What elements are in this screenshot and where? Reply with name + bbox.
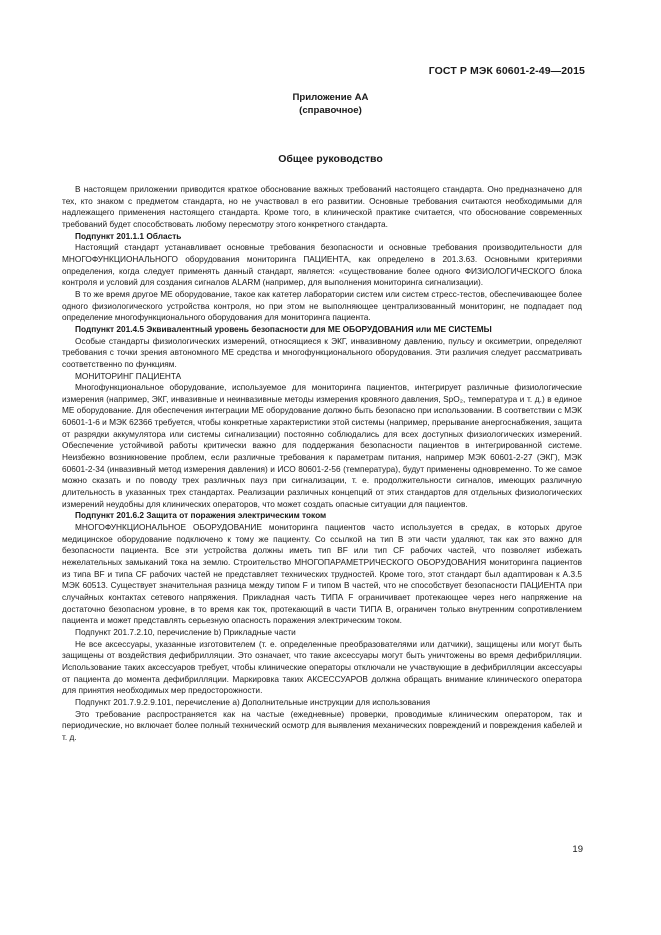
section-title: Общее руководство [278, 153, 383, 165]
standard-header: ГОСТ Р МЭК 60601-2-49—2015 [428, 65, 585, 77]
subclause-heading: Подпункт 201.6.2 Защита от поражения электрическим током [75, 510, 327, 521]
paragraph: Не все аксессуары, указанные изготовителем (т. е. определенные преобразователями или датчики), защищены или могут быть защищены от воздействия дефибрилляции. Это означает, что такие аксессуары могут быть уничтожены во время дефибрилляции. Использование таких аксессуаров требует, чтобы клинические операторы отключали не участвующие в дефибрилляции аксессуары от пациента до момента дефибрилляции. Маркировка таких АКСЕССУАРОВ должна обращать внимание клинического оператора для принятия необходимых мер предосторожности. [62, 638, 582, 696]
subheading: МОНИТОРИНГ ПАЦИЕНТА [75, 370, 182, 381]
paragraph: Это требование распространяется как на частые (ежедневные) проверки, проводимые клиническим оператором, так и периодические, но включает более полный технический осмотр для выявления механических повреждений и повреждения кабелей и т. д. [62, 708, 582, 742]
annex-title: Приложение АА [292, 92, 369, 103]
paragraph: Многофункциональное оборудование, используемое для мониторинга пациентов, интегрирует различные физиологические измерения (например, ЭКГ, инвазивные и неинвазивные методы измерения кровяного давления, SpO₂, температура и т. д.) в единое МЕ оборудование. Для обеспечения интеграции МЕ оборудование должно быть безопасно при использовании. В соответствии с МЭК 60601-1-6 и МЭК 62366 требуется, чтобы конкретные характеристики этой системы (например, прерывание анергоснабжения, защита от разрядки аккумулятора или системы сигнализации) постоянно соблюдались для всех доступных физиологических измерений. Обеспечение устойчивой работы критически важно для поддержания безопасности пациентов в интегрированной системе. Неизбежно возникновение проблем, если различные требования к параметрам питания, например МЭК 60601-2-27 (ЭКГ), МЭК 60601-2-34 (инвазивный метод измерения давления) и ИСО 80601-2-56 (температура), будут применены одновременно. То же самое можно сказать и по поводу трех различных пауз при сигнализации, т. е. продолжительности сигналов, имеющих различную длительность в указанных трех стандартах. Реализации различных концепций от этих стандартов для отдельных физиологических измерений неудобны для клинических операторов, что может создать опасные ситуации для пациентов. [62, 382, 582, 509]
paragraph: МНОГОФУНКЦИОНАЛЬНОЕ ОБОРУДОВАНИЕ мониторинга пациентов часто используется в средах, в которых другое медицинское оборудование подключено к тому же пациенту. Со ссылкой на тип В эти части удаляют, так как это важно для безопасности пациента. Все эти устройства должны иметь тип BF или тип CF рабочих частей, что позволяет избежать нежелательных замыканий тока на землю. Строительство МНОГОПАРАМЕТРИЧЕСКОГО ОБОРУДОВАНИЯ мониторинга пациентов из типа BF и типа CF рабочих частей не представляет технических трудностей. Кроме того, этот стандарт был адаптирован к А.3.5 МЭК 60513. Существует значительная разница между типом F и типом В частей, что не способствует безопасности ПАЦИЕНТА при случайных контактах сетевого напряжения. Прикладная часть ТИПА F ограничивает протекающее через него напряжение на достаточно безопасном уровне, в то время как ток, протекающий в части ТИПА В, ограничен только внутренним сопротивлением пациента и может представлять серьезную опасность поражения электрическим током. [62, 522, 582, 626]
paragraph: В настоящем приложении приводится краткое обоснование важных требований настоящего стандарта. Оно предназначено для тех, кто знаком с предметом стандарта, но не участвовал в его развитии. Основные требования считаются необходимыми для надлежащего применения настоящего стандарта. Кроме того, в клинической практике считается, что обоснование современных требований будет способствовать любому пересмотру этого конкретного стандарта. [62, 184, 582, 229]
subclause-heading: Подпункт 201.4.5 Эквивалентный уровень безопасности для МЕ ОБОРУДОВАНИЯ или МЕ СИСТЕМЫ [75, 323, 492, 334]
subclause-heading: Подпункт 201.1.1 Область [75, 230, 182, 241]
paragraph: В то же время другое МЕ оборудование, такое как катетер лаборатории систем или систем стресс-тестов, обеспечивающее более одного физиологического устройства контроля, но при этом не выполняющее централизованный мониторинг, не подпадает под определение многофункционального оборудования для мониторинга пациента. [62, 288, 582, 323]
paragraph: Настоящий стандарт устанавливает основные требования безопасности и основные требования производительности для МНОГОФУНКЦИОНАЛЬНОГО оборудования мониторинга ПАЦИЕНТА, как определено в 201.3.63. Основными критериями определения, когда следует применять данный стандарт, является: «существование более одного ФИЗИОЛОГИЧЕСКОГО блока контроля и условий для создания сигналов ALARM (например, для выполнения мониторинга сигнализации). [62, 242, 582, 288]
page-number: 19 [572, 844, 583, 855]
annex-heading [0, 92, 661, 117]
annex-note: (справочное) [299, 104, 362, 116]
subclause-heading: Подпункт 201.7.2.10, перечисление b) Прикладные части [75, 626, 296, 637]
subclause-heading: Подпункт 201.7.9.2.9.101, перечисление а) Дополнительные инструкции для использования [75, 696, 431, 707]
body-text [62, 184, 582, 744]
paragraph: Особые стандарты физиологических измерений, относящиеся к ЭКГ, инвазивному давлению, пульсу и оксиметрии, определяют требования с точки зрения автономного МЕ средства и многофункционального оборудования. Эти различия следует рассматривать соответственно по функциям. [62, 335, 582, 369]
